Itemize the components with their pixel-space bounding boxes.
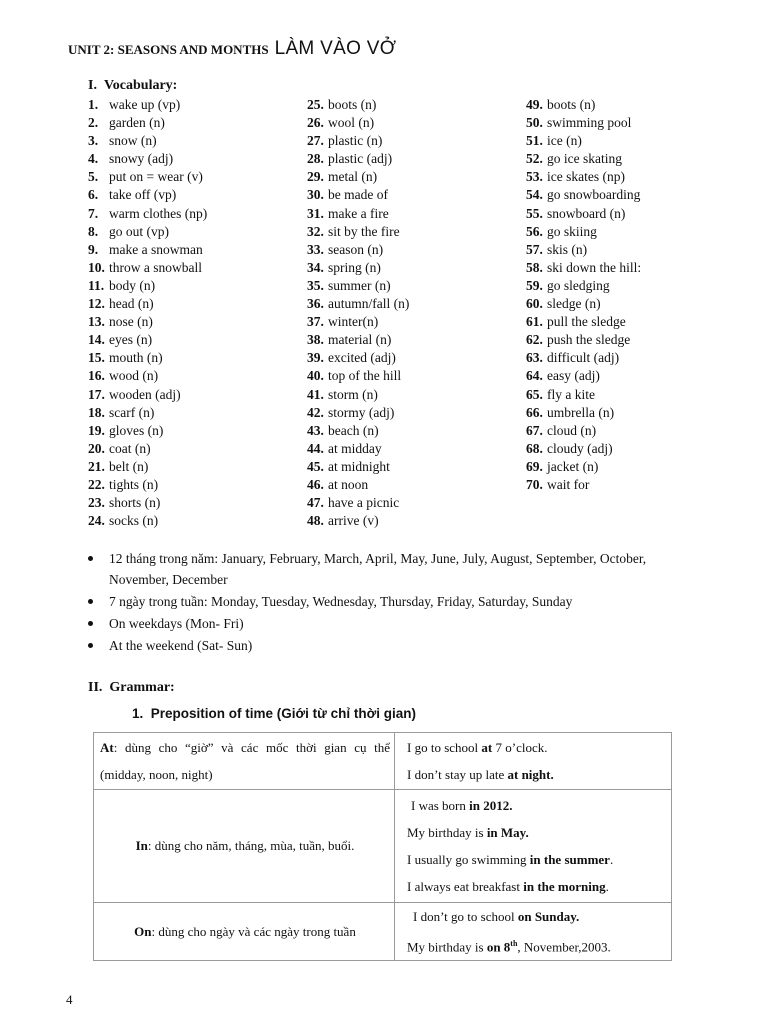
vocabulary-item-number: 10. [88, 259, 105, 275]
grammar-heading [88, 680, 175, 696]
bullet-dot-icon [88, 643, 93, 648]
vocabulary-item-number: 61. [526, 314, 543, 330]
vocabulary-item [526, 349, 741, 367]
vocabulary-item-word: metal (n) [328, 169, 378, 185]
prep-at: At [100, 740, 114, 755]
vocabulary-item [307, 367, 522, 385]
vocabulary-item-number: 37. [307, 314, 324, 330]
rule-text-at [100, 734, 390, 788]
preposition-table [93, 732, 672, 961]
vocabulary-item-number: 11. [88, 277, 105, 293]
example-line: I don’t stay up late at night. [407, 767, 554, 782]
bullet-weekend [88, 635, 698, 656]
vocabulary-item-word: arrive (v) [328, 513, 379, 529]
example-cell-at [395, 733, 672, 790]
vocabulary-item [88, 150, 303, 168]
vocabulary-item-number: 34. [307, 259, 324, 275]
vocabulary-item-word: spring (n) [328, 259, 381, 275]
vocabulary-item-word: push the sledge [547, 332, 631, 348]
vocabulary-item-number: 33. [307, 241, 324, 257]
rule-cell-in [94, 790, 395, 903]
vocabulary-item-word: shorts (n) [109, 495, 161, 511]
vocabulary-item-number: 3. [88, 133, 99, 149]
vocabulary-item-word: at midnight [328, 458, 390, 474]
vocabulary-item-word: autumn/fall (n) [328, 296, 410, 312]
rule-cell-at [94, 733, 395, 790]
vocabulary-item-word: coat (n) [109, 440, 151, 456]
prep-in: In [135, 838, 148, 853]
vocabulary-item [307, 440, 522, 458]
vocabulary-item-number: 2. [88, 115, 99, 131]
vocabulary-item-word: wooden (adj) [109, 386, 181, 402]
vocabulary-item-word: boots (n) [547, 97, 596, 112]
vocabulary-item-word: make a snowman [109, 241, 203, 257]
vocabulary-item [307, 512, 522, 530]
vocabulary-item [88, 512, 303, 530]
vocabulary-item-number: 55. [526, 205, 543, 221]
vocabulary-item-number: 66. [526, 404, 543, 420]
vocabulary-item-number: 57. [526, 241, 543, 257]
vocabulary-item-word: difficult (adj) [547, 350, 620, 366]
vocabulary-item-word: nose (n) [109, 314, 153, 330]
vocabulary-heading-text: Vocabulary: [103, 78, 178, 93]
vocabulary-item-word: snow (n) [109, 133, 157, 149]
vocabulary-item-number: 43. [307, 422, 324, 438]
vocabulary-item-word: boots (n) [328, 97, 377, 112]
vocabulary-item-word: go out (vp) [109, 223, 169, 239]
vocabulary-item-word: wood (n) [109, 368, 159, 384]
vocabulary-item-number: 68. [526, 440, 543, 456]
vocabulary-item [526, 367, 741, 385]
vocabulary-item-number: 63. [526, 350, 543, 366]
vocabulary-item-number: 47. [307, 495, 324, 511]
vocabulary-item-word: go sledging [547, 277, 610, 293]
vocabulary-item [88, 114, 303, 132]
bullet-dot-icon [88, 556, 93, 561]
subheading-number: 1. [132, 706, 144, 721]
vocabulary-item-number: 16. [88, 368, 105, 384]
vocabulary-item-word: swimming pool [547, 115, 632, 131]
vocabulary-item-word: socks (n) [109, 513, 159, 529]
vocabulary-item-word: scarf (n) [109, 404, 155, 420]
vocabulary-item-number: 39. [307, 350, 324, 366]
bullet-days [88, 591, 698, 612]
vocabulary-item-number: 69. [526, 458, 543, 474]
vocabulary-item-number: 23. [88, 495, 105, 511]
vocabulary-item-number: 1. [88, 97, 99, 112]
vocabulary-item-number: 50. [526, 115, 543, 131]
bullet-weekdays [88, 613, 698, 634]
vocabulary-item [88, 313, 303, 331]
preposition-subheading [132, 706, 416, 721]
vocabulary-column-3 [526, 96, 741, 494]
vocabulary-item [307, 132, 522, 150]
vocabulary-item-number: 12. [88, 296, 105, 312]
vocabulary-item [307, 404, 522, 422]
vocabulary-item-word: material (n) [328, 332, 392, 348]
bullet-text: On weekdays (Mon- Fri) [109, 616, 244, 631]
vocabulary-item-word: gloves (n) [109, 422, 164, 438]
homework-note: LÀM VÀO VỞ [274, 38, 397, 59]
vocabulary-item [88, 259, 303, 277]
rule-description-in: : dùng cho năm, tháng, mùa, tuần, buổi. [147, 838, 355, 853]
vocabulary-item [88, 132, 303, 150]
vocabulary-item-word: tights (n) [109, 476, 159, 492]
vocabulary-item-word: wait for [547, 476, 590, 492]
vocabulary-item-number: 52. [526, 151, 543, 167]
vocabulary-item-number: 48. [307, 513, 324, 529]
example-line: I usually go swimming in the summer. [407, 852, 614, 867]
vocabulary-item [526, 422, 741, 440]
vocabulary-item-word: top of the hill [328, 368, 402, 384]
vocabulary-item-number: 6. [88, 187, 99, 203]
vocabulary-item [307, 458, 522, 476]
vocabulary-item-word: easy (adj) [547, 368, 600, 384]
unit-title [68, 38, 396, 60]
bullet-list [88, 548, 698, 657]
vocabulary-item [88, 422, 303, 440]
vocabulary-item-number: 30. [307, 187, 324, 203]
vocabulary-item-number: 49. [526, 97, 543, 112]
vocabulary-item-word: have a picnic [328, 495, 400, 511]
vocabulary-item [526, 295, 741, 313]
example-line: I go to school at 7 o’clock. [407, 740, 548, 755]
vocabulary-item-number: 29. [307, 169, 324, 185]
vocabulary-item-number: 41. [307, 386, 324, 402]
vocabulary-item-word: summer (n) [328, 277, 391, 293]
prep-on: On [134, 923, 152, 939]
table-row-in [94, 790, 672, 903]
vocabulary-item-number: 21. [88, 458, 105, 474]
vocabulary-item [88, 205, 303, 223]
vocabulary-item-word: head (n) [109, 296, 154, 312]
vocabulary-item [307, 186, 522, 204]
vocabulary-item [307, 241, 522, 259]
vocabulary-item [526, 313, 741, 331]
vocabulary-item-word: umbrella (n) [547, 404, 615, 420]
vocabulary-item-word: make a fire [328, 205, 389, 221]
vocabulary-item-number: 27. [307, 133, 324, 149]
vocabulary-item [88, 277, 303, 295]
vocabulary-item [526, 440, 741, 458]
vocabulary-item-number: 18. [88, 404, 105, 420]
vocabulary-item [307, 223, 522, 241]
vocabulary-item [526, 223, 741, 241]
bullet-text: At the weekend (Sat- Sun) [109, 638, 253, 653]
vocabulary-item-number: 58. [526, 259, 543, 275]
vocabulary-item-word: season (n) [328, 241, 384, 257]
vocabulary-item-word: plastic (adj) [328, 151, 393, 167]
vocabulary-item-number: 35. [307, 277, 324, 293]
vocabulary-item-number: 40. [307, 368, 324, 384]
table-row-at [94, 733, 672, 790]
subheading-text: Preposition of time (Giới từ chỉ thời gian) [150, 706, 417, 721]
vocabulary-item-number: 32. [307, 223, 324, 239]
example-cell-on [395, 903, 672, 961]
vocabulary-item-number: 54. [526, 187, 543, 203]
vocabulary-item-word: ice (n) [547, 133, 582, 149]
grammar-heading-number: II. [88, 680, 103, 695]
vocabulary-item [307, 259, 522, 277]
vocabulary-item-number: 9. [88, 241, 99, 257]
bullet-text: 7 ngày trong tuần: Monday, Tuesday, Wednesday, Thursday, Friday, Saturday, Sunday [109, 594, 573, 609]
vocabulary-item [526, 96, 741, 114]
vocabulary-item-word: wake up (vp) [109, 97, 181, 112]
vocabulary-item-number: 25. [307, 97, 324, 112]
vocabulary-item-word: excited (adj) [328, 350, 396, 366]
vocabulary-item [88, 96, 303, 114]
vocabulary-item [88, 241, 303, 259]
vocabulary-item-word: beach (n) [328, 422, 379, 438]
vocabulary-item [88, 476, 303, 494]
vocabulary-item-number: 70. [526, 476, 543, 492]
vocabulary-item [307, 96, 522, 114]
vocabulary-item [307, 168, 522, 186]
vocabulary-item [88, 404, 303, 422]
page-number: 4 [66, 992, 73, 1007]
vocabulary-item [307, 349, 522, 367]
vocabulary-item-number: 26. [307, 115, 324, 131]
vocabulary-item-number: 17. [88, 386, 105, 402]
vocabulary-item [88, 367, 303, 385]
vocabulary-column-1 [88, 96, 303, 530]
vocabulary-item-number: 62. [526, 332, 543, 348]
vocabulary-item-word: plastic (n) [328, 133, 383, 149]
bullet-dot-icon [88, 621, 93, 626]
vocabulary-item [88, 295, 303, 313]
grammar-heading-text: Grammar: [109, 680, 175, 695]
bullet-months [88, 548, 698, 590]
vocabulary-item [526, 458, 741, 476]
vocabulary-item-word: fly a kite [547, 386, 595, 402]
vocabulary-item-number: 38. [307, 332, 324, 348]
vocabulary-item [88, 349, 303, 367]
rule-description-on: : dùng cho ngày và các ngày trong tuần [151, 923, 356, 939]
example-line: My birthday is in May. [407, 825, 529, 840]
vocabulary-item-number: 24. [88, 513, 105, 529]
rule-cell-on [94, 903, 395, 961]
vocabulary-item [307, 313, 522, 331]
vocabulary-item-word: put on = wear (v) [109, 169, 203, 185]
vocabulary-item [526, 186, 741, 204]
vocabulary-item [526, 277, 741, 295]
vocabulary-item [526, 241, 741, 259]
vocabulary-item-word: eyes (n) [109, 332, 153, 348]
vocabulary-item [526, 168, 741, 186]
vocabulary-item [526, 386, 741, 404]
vocabulary-item [526, 404, 741, 422]
bullet-text: 12 tháng trong năm: January, February, March, April, May, June, July, August, September, October, November, December [109, 551, 647, 587]
example-line: I don’t go to school on Sunday. [413, 909, 580, 924]
vocabulary-item [307, 277, 522, 295]
vocabulary-item-number: 19. [88, 422, 105, 438]
table-row-on [94, 903, 672, 961]
vocabulary-item-number: 67. [526, 422, 543, 438]
vocabulary-item [88, 386, 303, 404]
vocabulary-item-word: at midday [328, 440, 382, 456]
vocabulary-item-word: go skiing [547, 223, 597, 239]
vocabulary-item-number: 64. [526, 368, 543, 384]
vocabulary-item [307, 331, 522, 349]
vocabulary-item [307, 205, 522, 223]
vocabulary-item [307, 494, 522, 512]
vocabulary-item-number: 51. [526, 133, 543, 149]
vocabulary-item-number: 36. [307, 296, 324, 312]
vocabulary-item-word: garden (n) [109, 115, 165, 131]
vocabulary-item-number: 8. [88, 223, 99, 239]
vocabulary-item [526, 114, 741, 132]
vocabulary-item-number: 56. [526, 223, 543, 239]
vocabulary-item-word: cloud (n) [547, 422, 597, 438]
vocabulary-item-word: mouth (n) [109, 350, 163, 366]
vocabulary-heading-number: I. [88, 78, 97, 93]
vocabulary-item [526, 150, 741, 168]
vocabulary-item-number: 22. [88, 476, 105, 492]
vocabulary-item-number: 5. [88, 169, 99, 185]
vocabulary-item-number: 4. [88, 151, 99, 167]
vocabulary-item-word: go ice skating [547, 151, 622, 167]
vocabulary-item [526, 205, 741, 223]
vocabulary-item-number: 65. [526, 386, 543, 402]
unit-title-text: UNIT 2: SEASONS AND MONTHS [68, 42, 269, 57]
vocabulary-item-word: go snowboarding [547, 187, 641, 203]
example-line: My birthday is on 8th, November,2003. [407, 939, 611, 955]
vocabulary-item-word: storm (n) [328, 386, 378, 402]
vocabulary-item-word: sledge (n) [547, 296, 601, 312]
vocabulary-item-number: 46. [307, 476, 324, 492]
vocabulary-item-number: 31. [307, 205, 324, 221]
vocabulary-item-word: snowy (adj) [109, 151, 174, 167]
vocabulary-item-word: stormy (adj) [328, 404, 395, 420]
rule-description-at: : dùng cho “giờ” và các mốc thời gian cụ thể (midday, noon, night) [100, 740, 390, 782]
vocabulary-item-number: 53. [526, 169, 543, 185]
vocabulary-item-number: 15. [88, 350, 105, 366]
vocabulary-item [526, 476, 741, 494]
vocabulary-heading [88, 78, 177, 94]
example-cell-in [395, 790, 672, 903]
vocabulary-item-number: 13. [88, 314, 105, 330]
vocabulary-item-word: cloudy (adj) [547, 440, 613, 456]
vocabulary-item [307, 150, 522, 168]
vocabulary-item-number: 60. [526, 296, 543, 312]
vocabulary-item [526, 132, 741, 150]
vocabulary-item-number: 14. [88, 332, 105, 348]
vocabulary-item [526, 259, 741, 277]
vocabulary-item-word: jacket (n) [547, 458, 599, 474]
vocabulary-item [88, 494, 303, 512]
vocabulary-item-word: body (n) [109, 277, 156, 293]
vocabulary-item-word: sit by the fire [328, 223, 400, 239]
vocabulary-item [88, 458, 303, 476]
example-line: I was born in 2012. [411, 798, 513, 813]
vocabulary-item [307, 386, 522, 404]
vocabulary-item [526, 331, 741, 349]
vocabulary-item-number: 44. [307, 440, 324, 456]
vocabulary-item-word: ski down the hill: [547, 259, 642, 275]
vocabulary-item [88, 186, 303, 204]
vocabulary-item-word: be made of [328, 187, 388, 203]
vocabulary-item-number: 59. [526, 277, 543, 293]
vocabulary-item-word: ice skates (np) [547, 169, 625, 185]
vocabulary-item-number: 7. [88, 205, 99, 221]
vocabulary-item-word: warm clothes (np) [109, 205, 208, 221]
vocabulary-item-number: 28. [307, 151, 324, 167]
vocabulary-item [88, 331, 303, 349]
vocabulary-item [307, 114, 522, 132]
vocabulary-item-word: belt (n) [109, 458, 149, 474]
vocabulary-item [88, 223, 303, 241]
vocabulary-item [307, 476, 522, 494]
vocabulary-item-number: 45. [307, 458, 324, 474]
example-line: I always eat breakfast in the morning. [407, 879, 609, 894]
vocabulary-item-word: throw a snowball [109, 259, 202, 275]
vocabulary-item-word: at noon [328, 476, 369, 492]
vocabulary-item [88, 168, 303, 186]
vocabulary-item-word: skis (n) [547, 241, 588, 257]
vocabulary-item-word: winter(n) [328, 314, 379, 330]
vocabulary-item-word: pull the sledge [547, 314, 626, 330]
vocabulary-item [88, 440, 303, 458]
vocabulary-column-2 [307, 96, 522, 530]
vocabulary-item-word: take off (vp) [109, 187, 177, 203]
vocabulary-item [307, 422, 522, 440]
vocabulary-item [307, 295, 522, 313]
vocabulary-item-number: 42. [307, 404, 324, 420]
vocabulary-item-word: snowboard (n) [547, 205, 626, 221]
bullet-dot-icon [88, 599, 93, 604]
vocabulary-item-number: 20. [88, 440, 105, 456]
vocabulary-item-word: wool (n) [328, 115, 375, 131]
